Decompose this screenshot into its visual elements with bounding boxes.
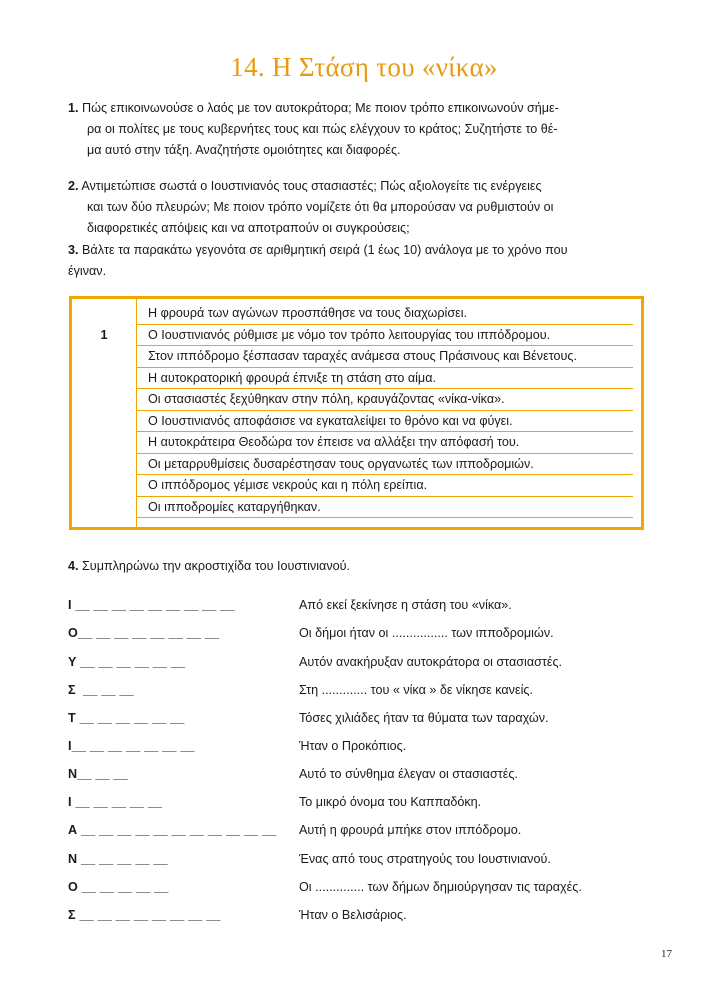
acrostic-row — [68, 683, 648, 703]
acrostic-clue: Αυτή η φρουρά μπήκε στον ιππόδρομο. — [299, 823, 522, 837]
acrostic-blanks[interactable]: Ν__ __ __ — [68, 767, 128, 781]
page-title: 14. Η Στάση του «νίκα» — [230, 52, 498, 82]
acrostic-clue: Τόσες χιλιάδες ήταν τα θύματα των ταραχών. — [299, 711, 549, 725]
question-text-line: Συμπληρώνω την ακροστιχίδα του Ιουστινιανού. — [82, 559, 351, 573]
event-text: Στον ιππόδρομο ξέσπασαν ταραχές ανάμεσα στους Πράσινους και Βένετους. — [148, 349, 577, 363]
table-row — [72, 389, 641, 411]
event-text: Η αυτοκράτειρα Θεοδώρα τον έπεισε να αλλάξει την απόφασή του. — [148, 435, 520, 449]
events-ordering-table — [69, 296, 644, 530]
question-number: 2. — [68, 179, 79, 193]
question-text-line: ρα οι πολίτες με τους κυβερνήτες τους και πώς ελέγχουν το κράτος; Συζητήστε το θέ- — [87, 122, 558, 136]
question-number: 4. — [68, 559, 79, 573]
question-text-line: έγιναν. — [68, 264, 107, 278]
acrostic-row — [68, 908, 648, 928]
acrostic-clue: Από εκεί ξεκίνησε η στάση του «νίκα». — [299, 598, 512, 612]
table-row — [72, 497, 641, 519]
page-number: 17 — [661, 948, 672, 960]
event-text: Ο ιππόδρομος γέμισε νεκρούς και η πόλη ερείπια. — [148, 478, 428, 492]
acrostic-blanks[interactable]: Ι__ __ __ __ __ __ __ — [68, 739, 195, 753]
acrostic-clue: Οι .............. των δήμων δημιούργησαν τις ταραχές. — [299, 880, 582, 894]
event-text: Ο Ιουστινιανός αποφάσισε να εγκαταλείψει το θρόνο και να φύγει. — [148, 413, 513, 428]
acrostic-clue: Το μικρό όνομα του Καππαδόκη. — [299, 795, 482, 809]
acrostic-blanks[interactable]: Υ __ __ __ __ __ __ — [68, 655, 186, 669]
question-text-line: και των δύο πλευρών; Με ποιον τρόπο νομίζετε ότι θα μπορούσαν να ρυθμιστούν οι — [87, 200, 554, 214]
acrostic-clue: Οι δήμοι ήταν οι ................ των ιπποδρομιών. — [299, 626, 554, 640]
question-number: 3. — [68, 243, 79, 257]
acrostic-row — [68, 880, 648, 900]
acrostic-row — [68, 626, 648, 646]
acrostic-clue: Ήταν ο Προκόπιος. — [299, 739, 407, 753]
question-text-line: μα αυτό στην τάξη. Αναζητήστε ομοιότητες και διαφορές. — [87, 143, 401, 157]
acrostic-blanks[interactable]: Ο __ __ __ __ __ — [68, 880, 169, 894]
table-row — [72, 454, 641, 476]
acrostic-row — [68, 655, 648, 675]
acrostic-clue: Αυτόν ανακήρυξαν αυτοκράτορα οι στασιαστές. — [299, 655, 563, 669]
table-row — [72, 432, 641, 454]
question-number: 1. — [68, 101, 79, 115]
question-text-line: Βάλτε τα παρακάτω γεγονότα σε αριθμητική σειρά (1 έως 10) ανάλογα με το χρόνο που — [82, 243, 568, 257]
event-text: Οι στασιαστές ξεχύθηκαν στην πόλη, κραυγάζοντας «νίκα-νίκα». — [148, 392, 505, 406]
event-text: Η αυτοκρατορική φρουρά έπνιξε τη στάση στο αίμα. — [148, 370, 436, 385]
acrostic-blanks[interactable]: Ο__ __ __ __ __ __ __ __ — [68, 626, 220, 640]
table-row — [72, 368, 641, 390]
row-divider — [136, 517, 633, 518]
acrostic-blanks[interactable]: Ι __ __ __ __ __ __ __ __ __ — [68, 598, 235, 612]
acrostic-blanks[interactable]: Σ __ __ __ — [68, 683, 134, 697]
acrostic-row — [68, 795, 648, 815]
acrostic-row — [68, 767, 648, 787]
question-2 — [68, 176, 628, 239]
question-text-line: Αντιμετώπισε σωστά ο Ιουστινιανός τους στασιαστές; Πώς αξιολογείτε τις ενέργειες — [81, 179, 542, 193]
question-4 — [68, 556, 628, 577]
acrostic-row — [68, 598, 648, 618]
table-row — [72, 325, 641, 347]
question-text-line: Πώς επικοινωνούσε ο λαός με τον αυτοκράτορα; Με ποιον τρόπο επικοινωνούν σήμε- — [82, 101, 559, 115]
acrostic-clue: Ένας από τους στρατηγούς του Ιουστινιανού. — [299, 852, 551, 866]
acrostic-row — [68, 739, 648, 759]
acrostic-blanks[interactable]: Ι __ __ __ __ __ — [68, 795, 163, 809]
event-text: Οι μεταρρυθμίσεις δυσαρέστησαν τους οργανωτές των ιπποδρομιών. — [148, 456, 534, 471]
table-row — [72, 303, 641, 325]
question-1 — [68, 98, 628, 161]
event-text: Ο Ιουστινιανός ρύθμισε με νόμο τον τρόπο λειτουργίας του ιππόδρομου. — [148, 327, 551, 342]
acrostic-clue: Στη ............. του « νίκα » δε νίκησε κανείς. — [299, 683, 533, 697]
acrostic-blanks[interactable]: Τ __ __ __ __ __ __ — [68, 711, 185, 725]
question-3 — [68, 240, 628, 282]
table-row — [72, 475, 641, 497]
acrostic-row — [68, 711, 648, 731]
acrostic-blanks[interactable]: Α __ __ __ __ __ __ __ __ __ __ __ — [68, 823, 277, 837]
table-row — [72, 411, 641, 433]
order-number-cell[interactable]: 1 — [100, 327, 108, 342]
event-text: Οι ιπποδρομίες καταργήθηκαν. — [148, 499, 321, 514]
acrostic-row — [68, 823, 648, 843]
acrostic-blanks[interactable]: Σ __ __ __ __ __ __ __ __ — [68, 908, 221, 922]
acrostic-row — [68, 852, 648, 872]
event-text: Η φρουρά των αγώνων προσπάθησε να τους διαχωρίσει. — [148, 306, 468, 320]
acrostic-clue: Αυτό το σύνθημα έλεγαν οι στασιαστές. — [299, 767, 518, 781]
acrostic-clue: Ήταν ο Βελισάριος. — [299, 908, 407, 922]
table-row — [72, 346, 641, 368]
question-text-line: διαφορετικές απόψεις και να αποτραπούν οι συγκρούσεις; — [87, 221, 410, 235]
acrostic-blanks[interactable]: Ν __ __ __ __ __ — [68, 852, 168, 866]
